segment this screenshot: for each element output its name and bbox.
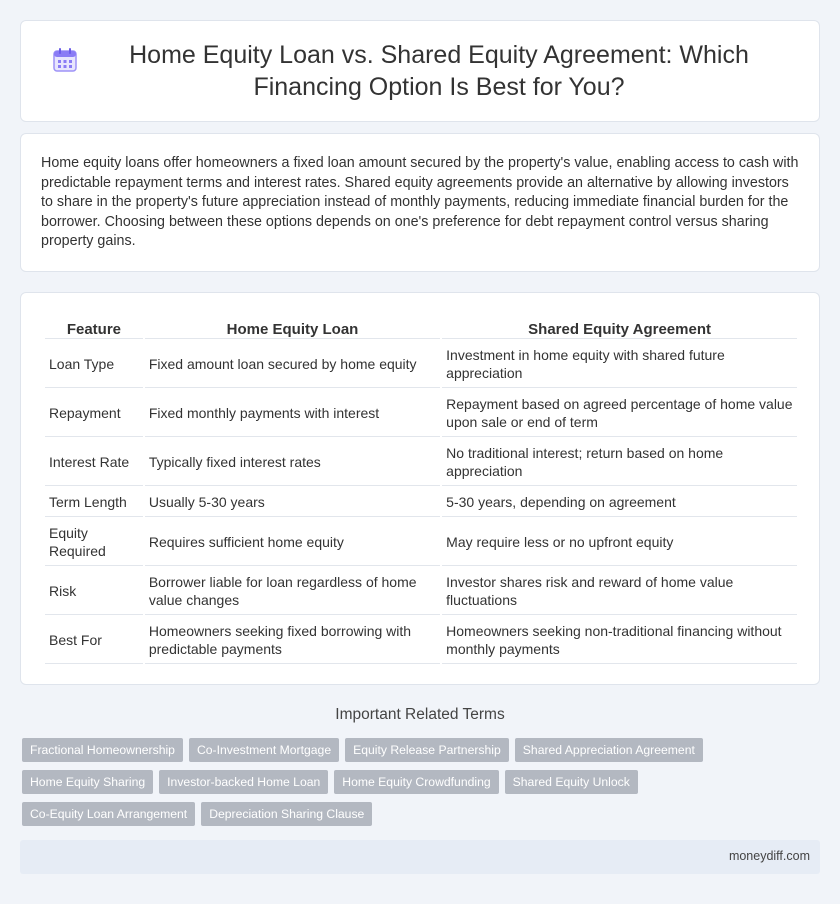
home-equity-loan-cell: Usually 5-30 years xyxy=(145,488,440,517)
shared-equity-cell: 5-30 years, depending on agreement xyxy=(442,488,797,517)
title-card xyxy=(20,20,820,122)
feature-cell: Best For xyxy=(45,617,143,664)
shared-equity-cell: Investment in home equity with shared future appreciation xyxy=(442,341,797,388)
column-header-shared-equity-agreement: Shared Equity Agreement xyxy=(442,317,797,339)
table-row xyxy=(45,341,797,388)
comparison-card xyxy=(20,292,820,685)
table-row xyxy=(45,617,797,664)
home-equity-loan-cell: Requires sufficient home equity xyxy=(145,519,440,566)
column-header-feature: Feature xyxy=(45,317,143,339)
table-header-row xyxy=(45,317,797,339)
page-title: Home Equity Loan vs. Shared Equity Agreement: Which Financing Option Is Best for You? xyxy=(129,41,749,101)
related-term-tag[interactable]: Shared Appreciation Agreement xyxy=(515,738,703,762)
shared-equity-cell: Repayment based on agreed percentage of home value upon sale or end of term xyxy=(442,390,797,437)
related-term-tag[interactable]: Depreciation Sharing Clause xyxy=(201,802,372,826)
home-equity-loan-cell: Borrower liable for loan regardless of home value changes xyxy=(145,568,440,615)
home-equity-loan-cell: Fixed monthly payments with interest xyxy=(145,390,440,437)
shared-equity-cell: No traditional interest; return based on home appreciation xyxy=(442,439,797,486)
table-row xyxy=(45,519,797,566)
comparison-table xyxy=(43,315,799,666)
feature-cell: Loan Type xyxy=(45,341,143,388)
table-row xyxy=(45,568,797,615)
related-term-tag[interactable]: Investor-backed Home Loan xyxy=(159,770,328,794)
related-term-tag[interactable]: Home Equity Crowdfunding xyxy=(334,770,498,794)
shared-equity-cell: Investor shares risk and reward of home value fluctuations xyxy=(442,568,797,615)
shared-equity-cell: May require less or no upfront equity xyxy=(442,519,797,566)
related-terms-list xyxy=(22,738,812,826)
table-row xyxy=(45,390,797,437)
feature-cell: Risk xyxy=(45,568,143,615)
table-row xyxy=(45,488,797,517)
intro-paragraph: Home equity loans offer homeowners a fixed loan amount secured by the property's value, enabling access to cash with predictable repayment terms and interest rates. Shared equity agreements provide an alternative by allowing investors to share in the property's future appreciation instead of monthly payments, reducing immediate financial burden for the borrower. Choosing between these options depends on one's preference for debt repayment control versus sharing property gains. xyxy=(41,155,799,249)
home-equity-loan-cell: Typically fixed interest rates xyxy=(145,439,440,486)
feature-cell: Equity Required xyxy=(45,519,143,566)
column-header-home-equity-loan: Home Equity Loan xyxy=(145,317,440,339)
related-term-tag[interactable]: Co-Equity Loan Arrangement xyxy=(22,802,195,826)
site-name[interactable]: moneydiff.com xyxy=(728,849,810,863)
related-term-tag[interactable]: Home Equity Sharing xyxy=(22,770,153,794)
shared-equity-cell: Homeowners seeking non-traditional financing without monthly payments xyxy=(442,617,797,664)
footer xyxy=(20,840,820,874)
home-equity-loan-cell: Fixed amount loan secured by home equity xyxy=(145,341,440,388)
related-terms-heading: Important Related Terms xyxy=(335,706,505,723)
feature-cell: Term Length xyxy=(45,488,143,517)
feature-cell: Interest Rate xyxy=(45,439,143,486)
related-term-tag[interactable]: Fractional Homeownership xyxy=(22,738,183,762)
related-term-tag[interactable]: Shared Equity Unlock xyxy=(505,770,638,794)
related-term-tag[interactable]: Equity Release Partnership xyxy=(345,738,509,762)
table-row xyxy=(45,439,797,486)
related-term-tag[interactable]: Co-Investment Mortgage xyxy=(189,738,339,762)
home-equity-loan-cell: Homeowners seeking fixed borrowing with predictable payments xyxy=(145,617,440,664)
intro-card xyxy=(20,133,820,272)
feature-cell: Repayment xyxy=(45,390,143,437)
